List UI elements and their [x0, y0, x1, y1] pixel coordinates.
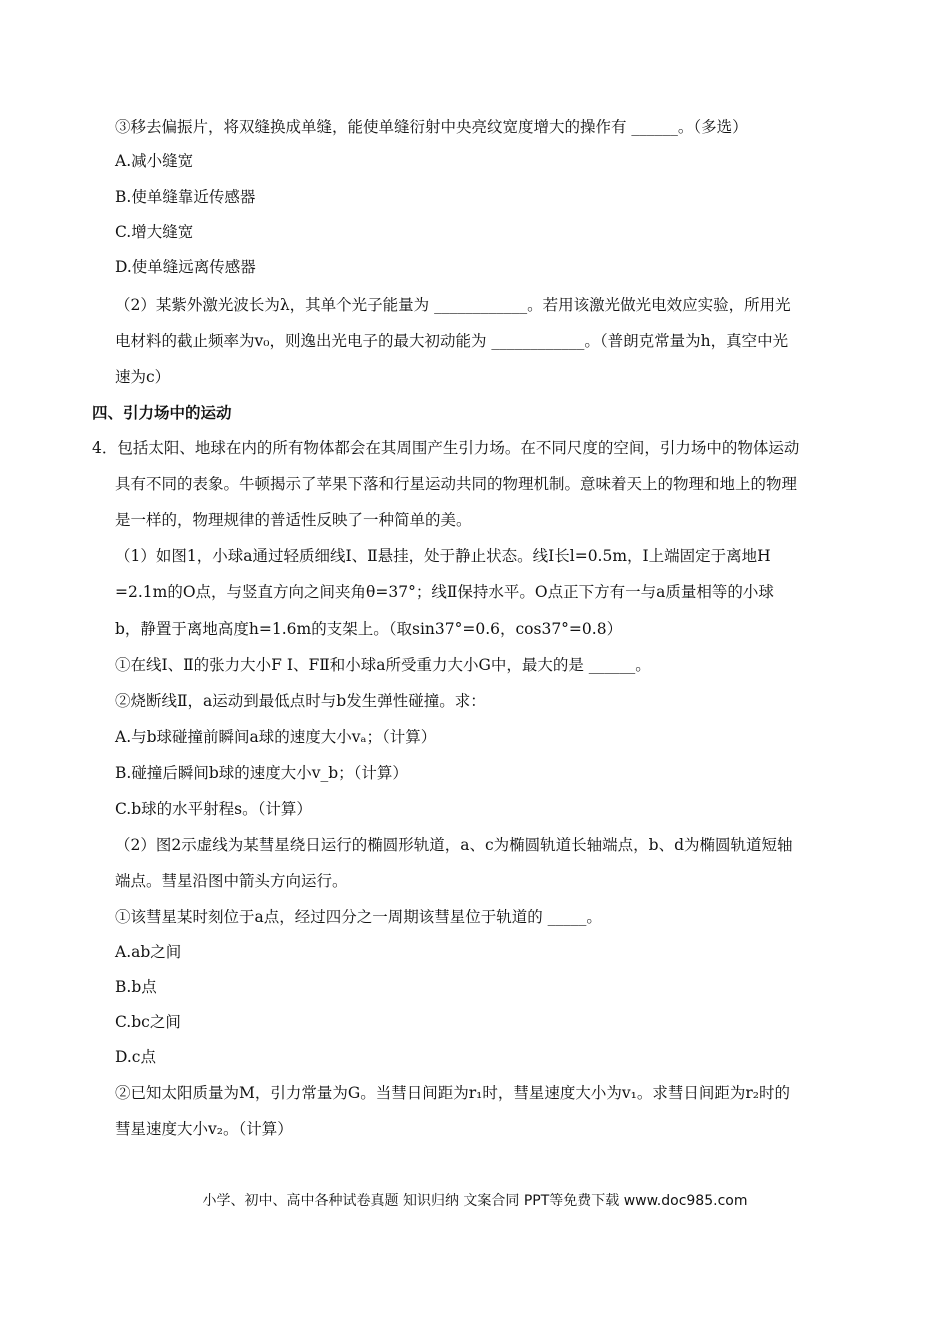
- option-a: A.ab之间: [115, 943, 182, 961]
- option-c: C.bc之间: [115, 1013, 181, 1031]
- text-line: ①该彗星某时刻位于a点，经过四分之一周期该彗星位于轨道的 _____。: [115, 908, 602, 926]
- section-heading: 四、引力场中的运动: [92, 404, 232, 422]
- text-line: ②已知太阳质量为M，引力常量为G。当彗日间距为r₁时，彗星速度大小为v₁。求彗日间距为r₂时的: [115, 1084, 790, 1102]
- text-line: 速为c）: [115, 368, 171, 386]
- sub-question-b: B.碰撞后瞬间b球的速度大小v_b；（计算）: [115, 764, 408, 782]
- sub-question-a: A.与b球碰撞前瞬间a球的速度大小vₐ；（计算）: [115, 728, 437, 746]
- option-c: C.增大缝宽: [115, 223, 194, 241]
- text-line: ③移去偏振片，将双缝换成单缝，能使单缝衍射中央亮纹宽度增大的操作有 ______。（多选）: [115, 118, 748, 136]
- option-d: D.c点: [115, 1048, 156, 1066]
- text-line: b，静置于离地高度h=1.6m的支架上。（取sin37°=0.6，cos37°=0.8）: [115, 620, 623, 638]
- option-b: B.使单缝靠近传感器: [115, 188, 256, 206]
- text-line: ①在线Ⅰ、Ⅱ的张力大小F Ⅰ、FⅡ和小球a所受重力大小G中，最大的是 ______。: [115, 656, 651, 674]
- text-line: =2.1m的O点，与竖直方向之间夹角θ=37°；线Ⅱ保持水平。O点正下方有一与a质量相等的小球: [115, 583, 774, 601]
- text-line: （2）某紫外激光波长为λ，其单个光子能量为 ____________。若用该激光做光电效应实验，所用光: [115, 296, 791, 314]
- text-line: （2）图2示虚线为某彗星绕日运行的椭圆形轨道，a、c为椭圆轨道长轴端点，b、d为椭圆轨道短轴: [115, 836, 793, 854]
- text-line: 是一样的，物理规律的普适性反映了一种简单的美。: [115, 511, 472, 529]
- option-d: D.使单缝远离传感器: [115, 258, 256, 276]
- text-line: （1）如图1，小球a通过轻质细线Ⅰ、Ⅱ悬挂，处于静止状态。线Ⅰ长l=0.5m，Ⅰ上端固定于离地H: [115, 547, 771, 565]
- question-4-intro: 4．包括太阳、地球在内的所有物体都会在其周围产生引力场。在不同尺度的空间，引力场中的物体运动: [92, 439, 800, 457]
- sub-question-c: C.b球的水平射程s。（计算）: [115, 800, 312, 818]
- text-line: 电材料的截止频率为v₀，则逸出光电子的最大初动能为 ____________。（普朗克常量为h，真空中光: [115, 332, 789, 350]
- option-a: A.减小缝宽: [115, 152, 194, 170]
- text-line: 具有不同的表象。牛顿揭示了苹果下落和行星运动共同的物理机制。意味着天上的物理和地上的物理: [115, 475, 798, 493]
- text-line: ②烧断线Ⅱ，a运动到最低点时与b发生弹性碰撞。求：: [115, 692, 486, 710]
- text-line: 彗星速度大小v₂。（计算）: [115, 1120, 293, 1138]
- option-b: B.b点: [115, 978, 157, 996]
- page-footer: 小学、初中、高中各种试卷真题 知识归纳 文案合同 PPT等免费下载 www.doc985.com: [202, 1193, 748, 1209]
- text-line: 端点。彗星沿图中箭头方向运行。: [115, 872, 348, 890]
